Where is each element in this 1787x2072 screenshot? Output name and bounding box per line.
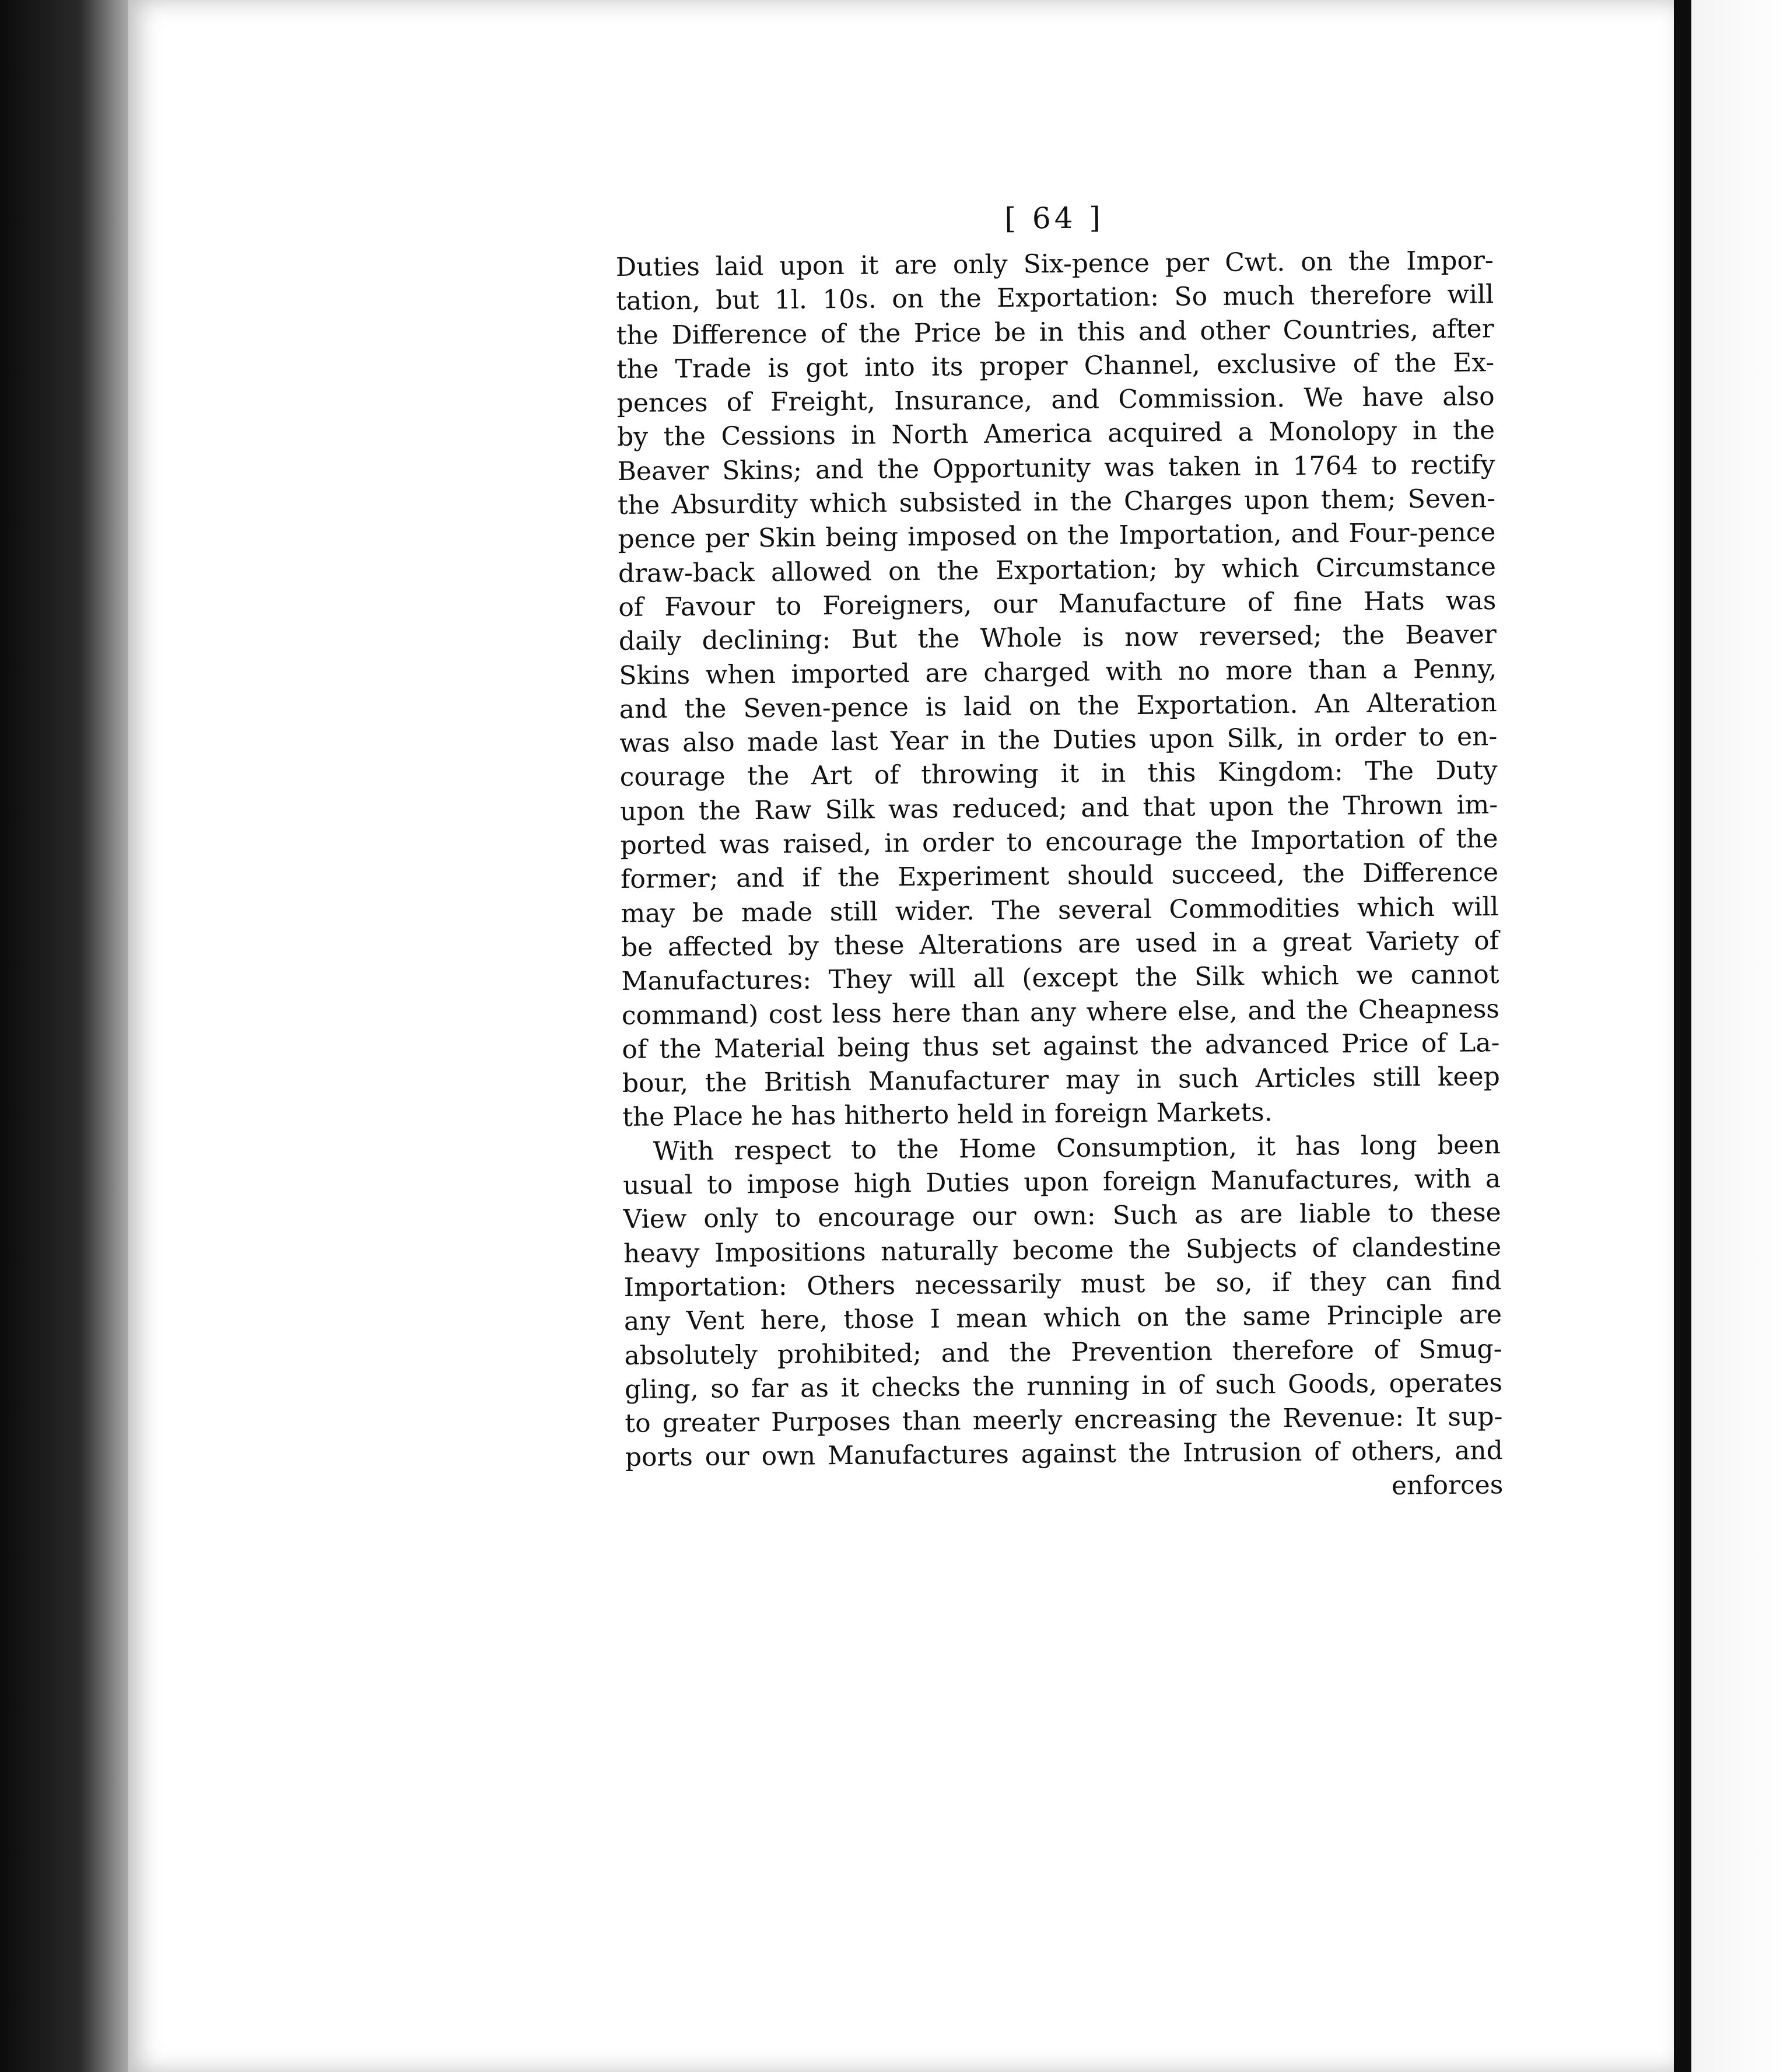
text-line: command) cost less here than any where else, and the Cheapness (621, 993, 1500, 1031)
text-line: upon the Raw Silk was reduced; and that upon the Thrown im- (619, 789, 1498, 827)
page-text (615, 197, 1504, 1509)
text-line: of the Material being thus set against the advanced Price of La- (622, 1027, 1500, 1065)
text-line: the Difference of the Price be in this and other Countries, after (616, 313, 1494, 351)
text-line: Importation: Others necessarily must be so, if they can find (623, 1266, 1502, 1303)
text-line: bour, the British Manufacturer may in such Articles still keep (622, 1062, 1500, 1099)
binding-shadow (0, 0, 146, 2072)
text-line: daily declining: But the Whole is now reversed; the Beaver (618, 620, 1497, 657)
text-line: and the Seven-pence is laid on the Exportation. An Alteration (619, 688, 1497, 724)
text-line: gling, so far as it checks the running in of such Goods, operates (624, 1367, 1503, 1405)
text-line: the Place he has hitherto held in foreign Markets. (622, 1097, 1273, 1133)
text-line: pence per Skin being imposed on the Importation, and Four-pence (618, 517, 1496, 555)
text-line: was also made last Year in the Duties upon Silk, in order to en- (619, 722, 1498, 759)
text-line: Skins when imported are charged with no more than a Penny, (619, 653, 1497, 691)
text-line: With respect to the Home Consumption, it has long been (653, 1129, 1501, 1167)
page-number: [ 64 ] (1004, 201, 1105, 236)
page-gutter (1674, 0, 1691, 2072)
text-line: draw-back allowed on the Exportation; by which Circumstance (618, 551, 1497, 589)
text-line: heavy Impositions naturally become the Subjects of clandestine (623, 1231, 1502, 1269)
text-line: Beaver Skins; and the Opportunity was taken in 1764 to rectify (617, 449, 1495, 487)
next-page-edge (1691, 0, 1787, 2072)
text-line: to greater Purposes than meerly encreasing the Revenue: It sup- (625, 1402, 1503, 1439)
text-line: courage the Art of throwing it in this Kingdom: The Duty (619, 755, 1498, 793)
text-line: of Favour to Foreigners, our Manufacture of fine Hats was (618, 586, 1497, 622)
text-line: ported was raised, in order to encourage the Importation of the (620, 824, 1498, 861)
text-line: the Absurdity which subsisted in the Charges upon them; Seven- (617, 484, 1496, 521)
text-line: tation, but 1l. 10s. on the Exportation: So much therefore will (616, 279, 1494, 317)
catchword: enforces (1391, 1469, 1504, 1501)
text-line: ports our own Manufactures against the Intrusion of others, and (625, 1436, 1504, 1473)
text-line: may be made still wider. The several Commodities which will (621, 891, 1499, 929)
text-line: pences of Freight, Insurance, and Commission. We have also (616, 382, 1495, 419)
text-line: by the Cessions in North America acquired a Monolopy in the (616, 415, 1495, 453)
text-line: Duties laid upon it are only Six-pence per Cwt. on the Impor- (615, 246, 1494, 282)
text-line: usual to impose high Duties upon foreign Manufactures, with a (623, 1164, 1501, 1200)
text-line: the Trade is got into its proper Channel, exclusive of the Ex- (616, 348, 1495, 384)
text-line: View only to encourage our own: Such as are liable to these (623, 1198, 1501, 1235)
text-line: absolutely prohibited; and the Prevention therefore of Smug- (624, 1334, 1502, 1371)
text-line: Manufactures: They will all (except the Silk which we cannot (621, 960, 1499, 997)
text-line: be affected by these Alterations are used in a great Variety of (621, 926, 1499, 963)
text-line: former; and if the Experiment should succeed, the Difference (620, 858, 1499, 895)
text-line: any Vent here, those I mean which on the same Principle are (623, 1300, 1502, 1337)
